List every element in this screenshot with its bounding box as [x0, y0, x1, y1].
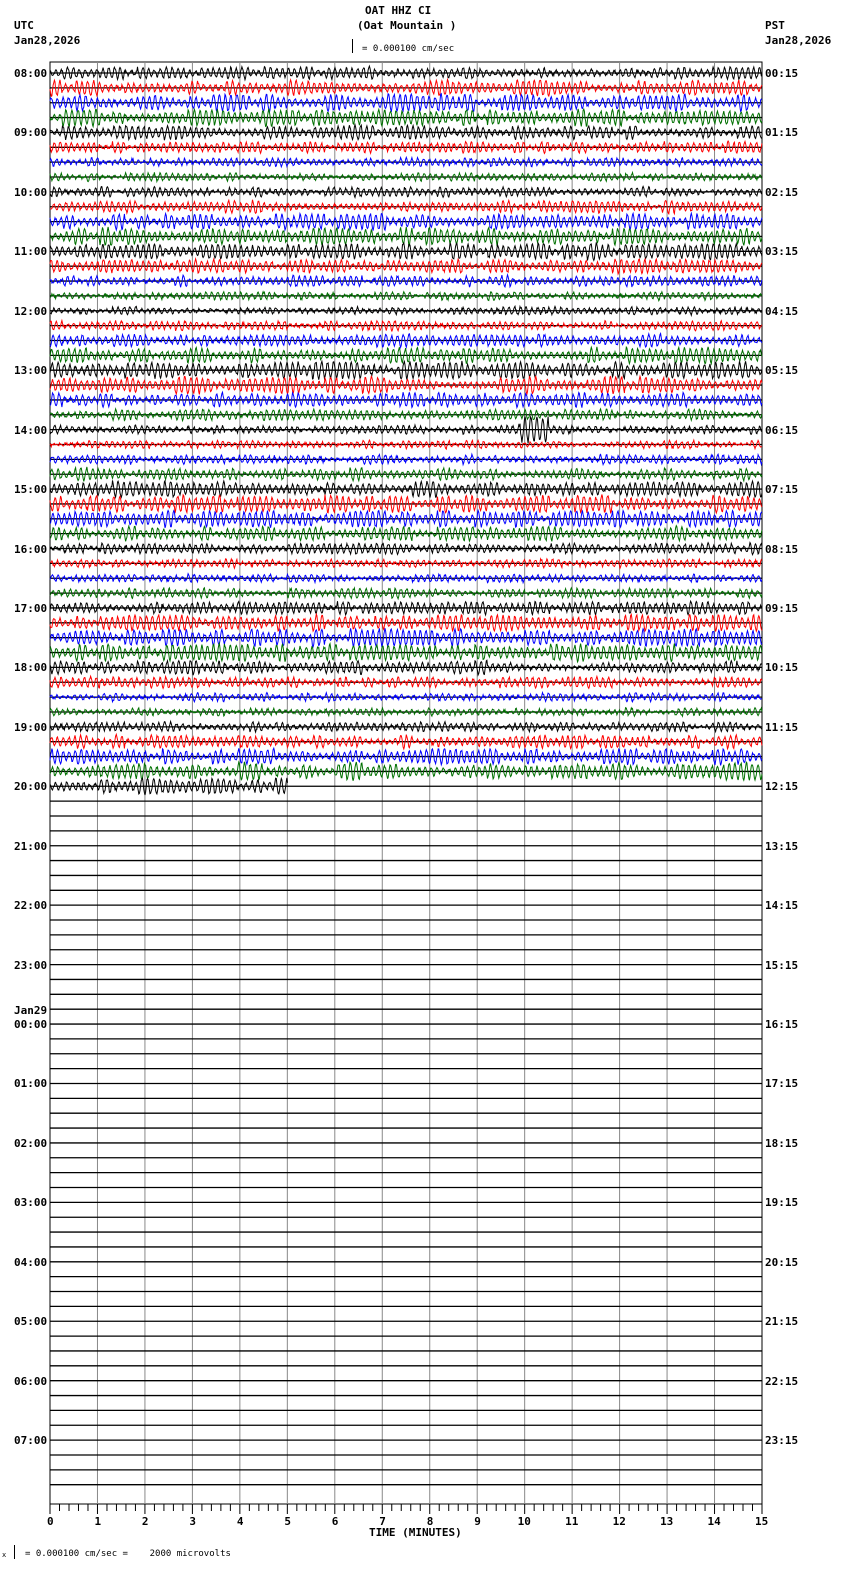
x-tick-label: 4 [236, 1515, 244, 1528]
pst-hour-label: 00:15 [765, 67, 799, 80]
footer-scale-bar-icon [14, 1545, 15, 1559]
pst-hour-label: 18:15 [765, 1136, 799, 1150]
pst-hour-label: 15:15 [765, 958, 799, 972]
pst-hour-label: 17:15 [765, 1077, 799, 1091]
pst-hour-label: 05:15 [765, 364, 799, 378]
station-name: (Oat Mountain ) [357, 19, 457, 32]
left-date: Jan28,2026 [14, 34, 81, 47]
x-tick-label: 14 [707, 1515, 721, 1528]
utc-hour-label: 23:00 [14, 958, 48, 972]
plot-frame [50, 62, 762, 1504]
x-tick-label: 10 [517, 1515, 531, 1528]
pst-hour-label: 20:15 [765, 1255, 799, 1269]
x-tick-label: 15 [755, 1515, 769, 1528]
utc-hour-label: 11:00 [14, 245, 48, 259]
x-tick-label: 11 [565, 1515, 579, 1528]
x-tick-label: 3 [189, 1515, 197, 1528]
utc-hour-label: 00:00 [14, 1018, 48, 1032]
pst-hour-label: 16:15 [765, 1018, 799, 1032]
pst-hour-label: 04:15 [765, 304, 799, 318]
utc-hour-label: 16:00 [14, 542, 48, 556]
scale-text: = 0.000100 cm/sec [362, 44, 455, 54]
utc-hour-label: 03:00 [14, 1196, 48, 1210]
utc-hour-label: 15:00 [14, 483, 48, 497]
x-tick-label: 13 [660, 1515, 674, 1528]
utc-hour-label: 09:00 [14, 126, 48, 140]
pst-hour-label: 06:15 [765, 423, 799, 437]
pst-hour-label: 09:15 [765, 601, 799, 615]
utc-hour-label: 14:00 [14, 423, 48, 437]
utc-hour-label: 13:00 [14, 364, 48, 378]
seismic-trace [50, 80, 762, 97]
x-tick-label: 7 [379, 1515, 386, 1528]
utc-hour-label: 07:00 [14, 1434, 48, 1448]
pst-hour-label: 19:15 [765, 1196, 799, 1210]
x-tick-label: 1 [94, 1515, 102, 1528]
pst-hour-label: 08:15 [765, 542, 799, 556]
x-tick-label: 8 [426, 1515, 434, 1528]
x-tick-label: 9 [474, 1515, 481, 1528]
pst-hour-label: 01:15 [765, 126, 799, 140]
utc-hour-label: 06:00 [14, 1374, 48, 1388]
utc-hour-label: 19:00 [14, 720, 48, 734]
utc-hour-label: 12:00 [14, 304, 48, 318]
utc-hour-label: 05:00 [14, 1315, 48, 1329]
left-timezone: UTC [14, 19, 34, 32]
right-date: Jan28,2026 [765, 34, 832, 47]
pst-hour-label: 11:15 [765, 720, 799, 734]
utc-hour-label: 04:00 [14, 1255, 48, 1269]
x-tick-label: 5 [284, 1515, 291, 1528]
utc-hour-label: 20:00 [14, 780, 48, 794]
utc-hour-label: 21:00 [14, 839, 48, 853]
utc-hour-label: 18:00 [14, 661, 48, 675]
x-tick-label: 12 [612, 1515, 626, 1528]
pst-hour-label: 03:15 [765, 245, 799, 259]
pst-hour-label: 07:15 [765, 483, 799, 497]
pst-hour-label: 10:15 [765, 661, 799, 675]
footer-mark: x [2, 1551, 7, 1559]
x-tick-label: 2 [141, 1515, 149, 1528]
utc-hour-label: 01:00 [14, 1077, 48, 1091]
x-axis-label: TIME (MINUTES) [369, 1526, 462, 1539]
footer-scale-text: = 0.000100 cm/sec = 2000 microvolts [25, 1549, 231, 1559]
pst-hour-label: 14:15 [765, 899, 799, 913]
utc-hour-label: 17:00 [14, 601, 48, 615]
utc-hour-label: 10:00 [14, 185, 48, 199]
utc-hour-label: 02:00 [14, 1136, 48, 1150]
pst-hour-label: 23:15 [765, 1434, 799, 1448]
pst-hour-label: 12:15 [765, 780, 799, 794]
pst-hour-label: 02:15 [765, 185, 799, 199]
x-tick-label: 6 [331, 1515, 339, 1528]
utc-hour-label: 22:00 [14, 899, 48, 913]
pst-hour-label: 13:15 [765, 839, 799, 853]
x-tick-label: 0 [47, 1515, 54, 1528]
utc-date-change-label: Jan29 [14, 1004, 48, 1018]
pst-hour-label: 21:15 [765, 1315, 799, 1329]
right-timezone: PST [765, 19, 785, 32]
utc-hour-label: 08:00 [14, 67, 48, 80]
chart-title: OAT HHZ CI [365, 4, 432, 17]
pst-hour-label: 22:15 [765, 1374, 799, 1388]
